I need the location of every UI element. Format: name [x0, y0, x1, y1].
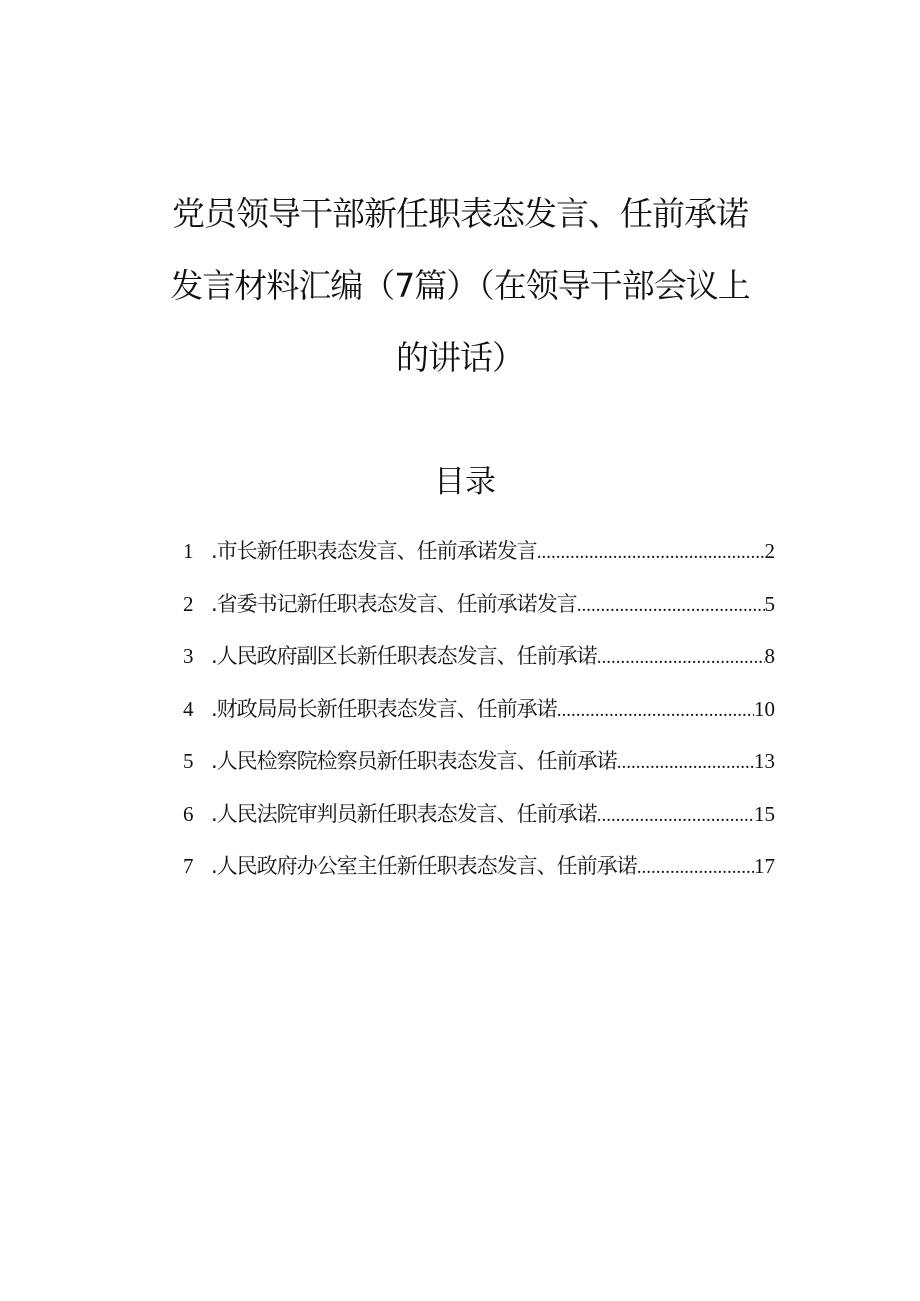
- toc-entry-title: .财政局局长新任职表态发言、任前承诺: [211, 696, 557, 721]
- toc-entry-title: .省委书记新任职表态发言、任前承诺发言: [211, 591, 577, 616]
- document-title-line-3: 的讲话）: [396, 338, 524, 377]
- document-title: [160, 178, 760, 394]
- toc-entry-title: .人民检察院检察员新任职表态发言、任前承诺: [211, 749, 617, 773]
- table-of-contents: [183, 528, 775, 896]
- toc-entry-page: 2: [764, 539, 775, 563]
- toc-entry-1[interactable]: [183, 528, 775, 581]
- toc-entry-page: 10: [754, 696, 775, 721]
- toc-dot-leader: [637, 845, 754, 891]
- toc-entry-number: 6: [183, 801, 194, 826]
- toc-dot-leader: [617, 740, 754, 786]
- toc-entry-title: .人民政府办公室主任新任职表态发言、任前承诺: [211, 854, 637, 878]
- toc-entry-4[interactable]: [183, 686, 775, 739]
- toc-entry-2[interactable]: [183, 581, 775, 634]
- toc-dot-leader: [597, 635, 765, 681]
- toc-entry-number: 1: [183, 539, 194, 563]
- toc-dot-leader: [597, 793, 754, 839]
- document-title-line-1: 党员领导干部新任职表态发言、任前承诺: [172, 194, 748, 233]
- toc-entry-page: 17: [754, 854, 775, 878]
- toc-entry-title: .市长新任职表态发言、任前承诺发言: [211, 539, 537, 563]
- toc-entry-5[interactable]: [183, 738, 775, 791]
- toc-entry-number: 5: [183, 749, 194, 773]
- toc-entry-number: 2: [183, 591, 194, 616]
- toc-heading: 目录: [434, 464, 496, 500]
- toc-entry-page: 5: [764, 591, 775, 616]
- toc-entry-number: 4: [183, 696, 194, 721]
- toc-dot-leader: [557, 688, 754, 734]
- toc-entry-page: 13: [754, 749, 775, 773]
- toc-entry-title: .人民政府副区长新任职表态发言、任前承诺: [211, 644, 597, 668]
- toc-dot-leader: [537, 530, 765, 576]
- document-title-line-2: 发言材料汇编（7篇）（在领导干部会议上: [170, 266, 750, 305]
- toc-entry-number: 3: [183, 644, 194, 668]
- toc-dot-leader: [577, 583, 765, 629]
- toc-entry-page: 8: [764, 644, 775, 668]
- toc-entry-6[interactable]: [183, 791, 775, 844]
- toc-entry-page: 15: [754, 801, 775, 826]
- toc-entry-title: .人民法院审判员新任职表态发言、任前承诺: [211, 801, 597, 826]
- toc-entry-number: 7: [183, 854, 194, 878]
- toc-entry-3[interactable]: [183, 633, 775, 686]
- toc-entry-7[interactable]: [183, 843, 775, 896]
